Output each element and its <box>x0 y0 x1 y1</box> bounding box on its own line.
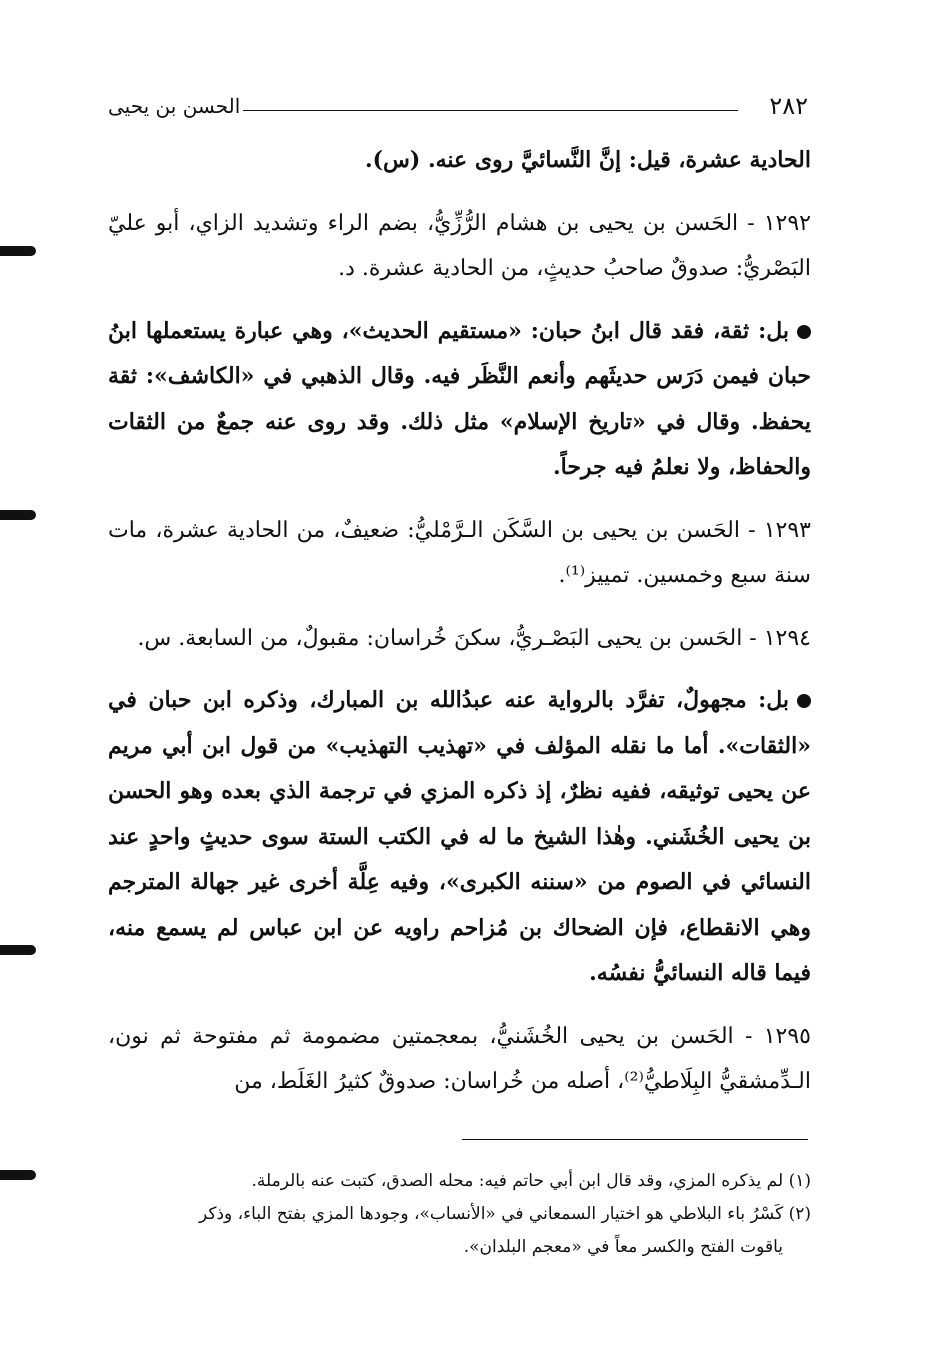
footnote-2: (٢) كَسْرُ باء البلاطي هو اختيار السمعاني في «الأنساب»، وجودها المزي بفتح الباء، وذكر <box>199 1204 811 1224</box>
commentary-1292 <box>108 309 811 491</box>
footnote-separator <box>462 1139 808 1140</box>
bullet-icon <box>797 325 811 339</box>
binding-mark <box>0 510 36 520</box>
main-text <box>108 138 811 1105</box>
page-number: ٢٨٢ <box>769 92 808 120</box>
bullet-icon <box>797 694 811 708</box>
header-rule <box>243 110 738 111</box>
running-title: الحسن بن يحيى <box>108 94 241 118</box>
binding-mark <box>0 945 36 955</box>
page-header <box>108 92 808 122</box>
entry-1293: ١٢٩٣ - الحَسن بن يحيى بن السَّكَن الـرَّمْليُّ: ضعيفٌ، من الحادية عشرة، مات سنة سبع وخمسين. تمييز⁽¹⁾. <box>108 517 811 588</box>
binding-mark <box>0 1170 36 1180</box>
commentary-1294-text: بل: مجهولٌ، تفرَّد بالرواية عنه عبدُالله بن المبارك، وذكره ابن حبان في «الثقات». أما ما نقله المؤلف في «تهذيب التهذيب» من قول ابن أبي مريم عن يحيى توثيقه، ففيه نظرٌ، إذ ذكره المزي في ترجمة الذي بعده وهو الحسن بن يحيى الخُشَني. وهٰذا الشيخ ما له في الكتب الستة سوى حديثٍ واحدٍ عند النسائي في الصوم من «سننه الكبرى»، وفيه عِلَّة أخرى غير جهالة المترجم وهي الانقطاع، فإن الضحاك بن مُزاحم راويه عن ابن عباس لم يسمع منه، فيما قاله النسائيُّ نفسُه. <box>108 687 811 986</box>
footnotes <box>108 1165 811 1264</box>
binding-mark <box>0 246 36 256</box>
entry-1295: ١٢٩٥ - الحَسن بن يحيى الخُشَنيُّ، بمعجمتين مضمومة ثم مفتوحة ثم نون، الـدِّمشقيُّ البِلَاطيُّ⁽²⁾، أصله من خُراسان: صدوقٌ كثيرُ الغَلَط، من <box>108 1023 811 1094</box>
entry-1292: ١٢٩٢ - الحَسن بن يحيى بن هشام الرُّزِّيُّ، بضم الراء وتشديد الزاي، أبو عليّ البَصْريُّ: صدوقٌ صاحبُ حديثٍ، من الحادية عشرة. د. <box>108 210 811 281</box>
commentary-1294 <box>108 678 811 997</box>
paragraph-continuation: الحادية عشرة، قيل: إنَّ النَّسائيَّ روى عنه. (س). <box>364 147 811 173</box>
commentary-1292-text: بل: ثقة، فقد قال ابنُ حبان: «مستقيم الحديث»، وهي عبارة يستعملها ابنُ حبان فيمن دَرَس حديثَهم وأنعم النَّظَر فيه. وقال الذهبي في «الكاشف»: ثقة يحفظ. وقال في «تاريخ الإسلام» مثل ذلك. وقد روى عنه جمعٌ من الثقات والحفاظ، ولا نعلمُ فيه جرحاً. <box>108 317 811 480</box>
footnote-2-continuation: ياقوت الفتح والكسر معاً في «معجم البلدان». <box>463 1237 783 1257</box>
entry-1294: ١٢٩٤ - الحَسن بن يحيى البَصْـريُّ، سكنَ خُراسان: مقبولٌ، من السابعة. س. <box>137 625 811 651</box>
footnote-1: (١) لم يذكره المزي، وقد قال ابن أبي حاتم فيه: محله الصدق، كتبت عنه بالرملة. <box>251 1171 811 1191</box>
